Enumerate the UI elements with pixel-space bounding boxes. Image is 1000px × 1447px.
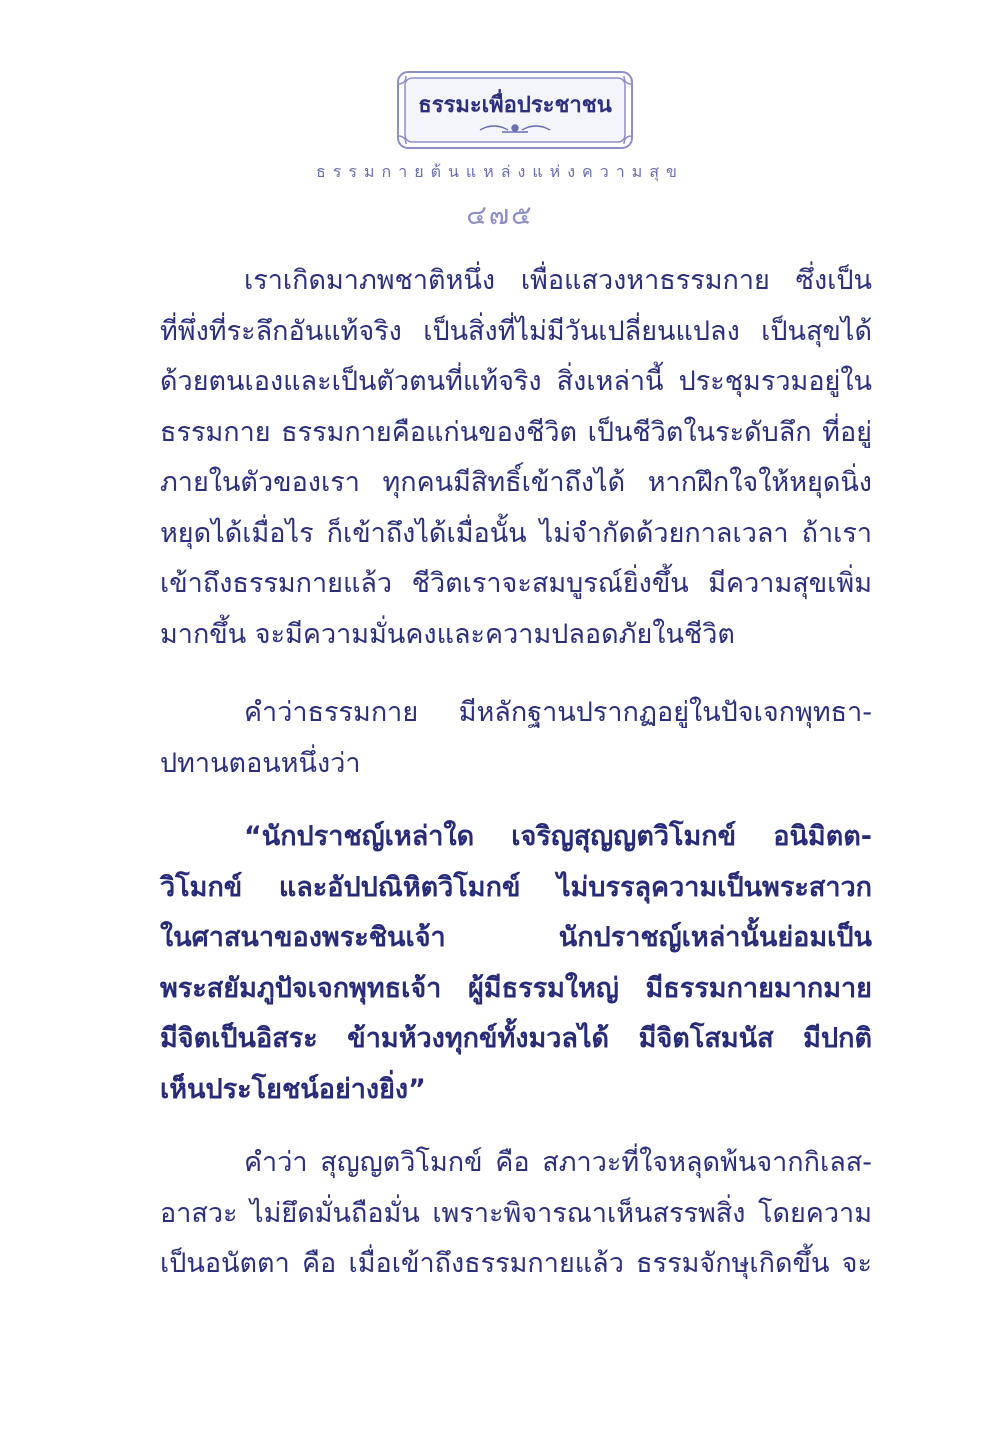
text-line: ธรรมกาย ธรรมกายคือแก่นของชีวิต เป็นชีวิตในระดับลึก ที่อยู่ bbox=[160, 416, 872, 448]
text-line: เราเกิดมาภพชาติหนึ่ง เพื่อแสวงหาธรรมกาย ซึ่งเป็น bbox=[244, 265, 872, 296]
page-number: ๔๗๕ bbox=[466, 200, 534, 231]
text-line: ภายในตัวของเรา ทุกคนมีสิทธิ์เข้าถึงได้ หากฝึกใจให้หยุดนิ่ง bbox=[160, 467, 872, 498]
text-line: คำว่า สุญญตวิโมกข์ คือ สภาวะที่ใจหลุดพ้นจากกิเลส- bbox=[244, 1147, 872, 1178]
text-line: ที่พึ่งที่ระลึกอันแท้จริง เป็นสิ่งที่ไม่มีวันเปลี่ยนแปลง เป็นสุขได้ bbox=[160, 315, 872, 347]
book-series-logo bbox=[396, 70, 634, 150]
quote-line: “นักปราชญ์เหล่าใด เจริญสุญญตวิโมกข์ อนิมิตต- bbox=[244, 821, 872, 852]
text-line: มากขึ้น จะมีความมั่นคงและความปลอดภัยในชีวิต bbox=[160, 618, 735, 650]
text-line: คำว่าธรรมกาย มีหลักฐานปรากฏอยู่ในปัจเจกพุทธา- bbox=[244, 697, 872, 728]
ornamental-frame-icon bbox=[396, 70, 634, 150]
quote-line: มีจิตเป็นอิสระ ข้ามห้วงทุกข์ทั้งมวลได้ มีจิตโสมนัส มีปกติ bbox=[160, 1023, 872, 1054]
paragraph-1 bbox=[160, 256, 872, 660]
text-line: ด้วยตนเองและเป็นตัวตนที่แท้จริง สิ่งเหล่านี้ ประชุมรวมอยู่ใน bbox=[160, 366, 872, 397]
scripture-quote bbox=[160, 812, 872, 1115]
quote-line: เห็นประโยชน์อย่างยิ่ง” bbox=[160, 1073, 426, 1105]
book-subtitle: ธรรมกายต้นแหล่งแห่งความสุข bbox=[316, 162, 684, 181]
quote-line: ในศาสนาของพระชินเจ้า นักปราชญ์เหล่านั้นย่อมเป็น bbox=[160, 922, 872, 953]
quote-line: พระสยัมภูปัจเจกพุทธเจ้า ผู้มีธรรมใหญ่ มีธรรมกายมากมาย bbox=[160, 972, 872, 1004]
logo-text: ธรรมะเพื่อประชาชน bbox=[418, 93, 612, 118]
quote-line: วิโมกข์ และอัปปณิหิตวิโมกข์ ไม่บรรลุความเป็นพระสาวก bbox=[160, 871, 872, 903]
text-line: หยุดได้เมื่อไร ก็เข้าถึงได้เมื่อนั้น ไม่จำกัดด้วยกาลเวลา ถ้าเรา bbox=[160, 517, 872, 549]
text-line: เข้าถึงธรรมกายแล้ว ชีวิตเราจะสมบูรณ์ยิ่งขึ้น มีความสุขเพิ่ม bbox=[160, 568, 872, 599]
paragraph-3 bbox=[160, 1138, 872, 1290]
paragraph-2 bbox=[160, 688, 872, 789]
text-line: อาสวะ ไม่ยึดมั่นถือมั่น เพราะพิจารณาเห็นสรรพสิ่ง โดยความ bbox=[160, 1197, 872, 1229]
text-line: ปทานตอนหนึ่งว่า bbox=[160, 747, 361, 779]
text-line: เป็นอนัตตา คือ เมื่อเข้าถึงธรรมกายแล้ว ธรรมจักษุเกิดขึ้น จะ bbox=[160, 1248, 872, 1279]
